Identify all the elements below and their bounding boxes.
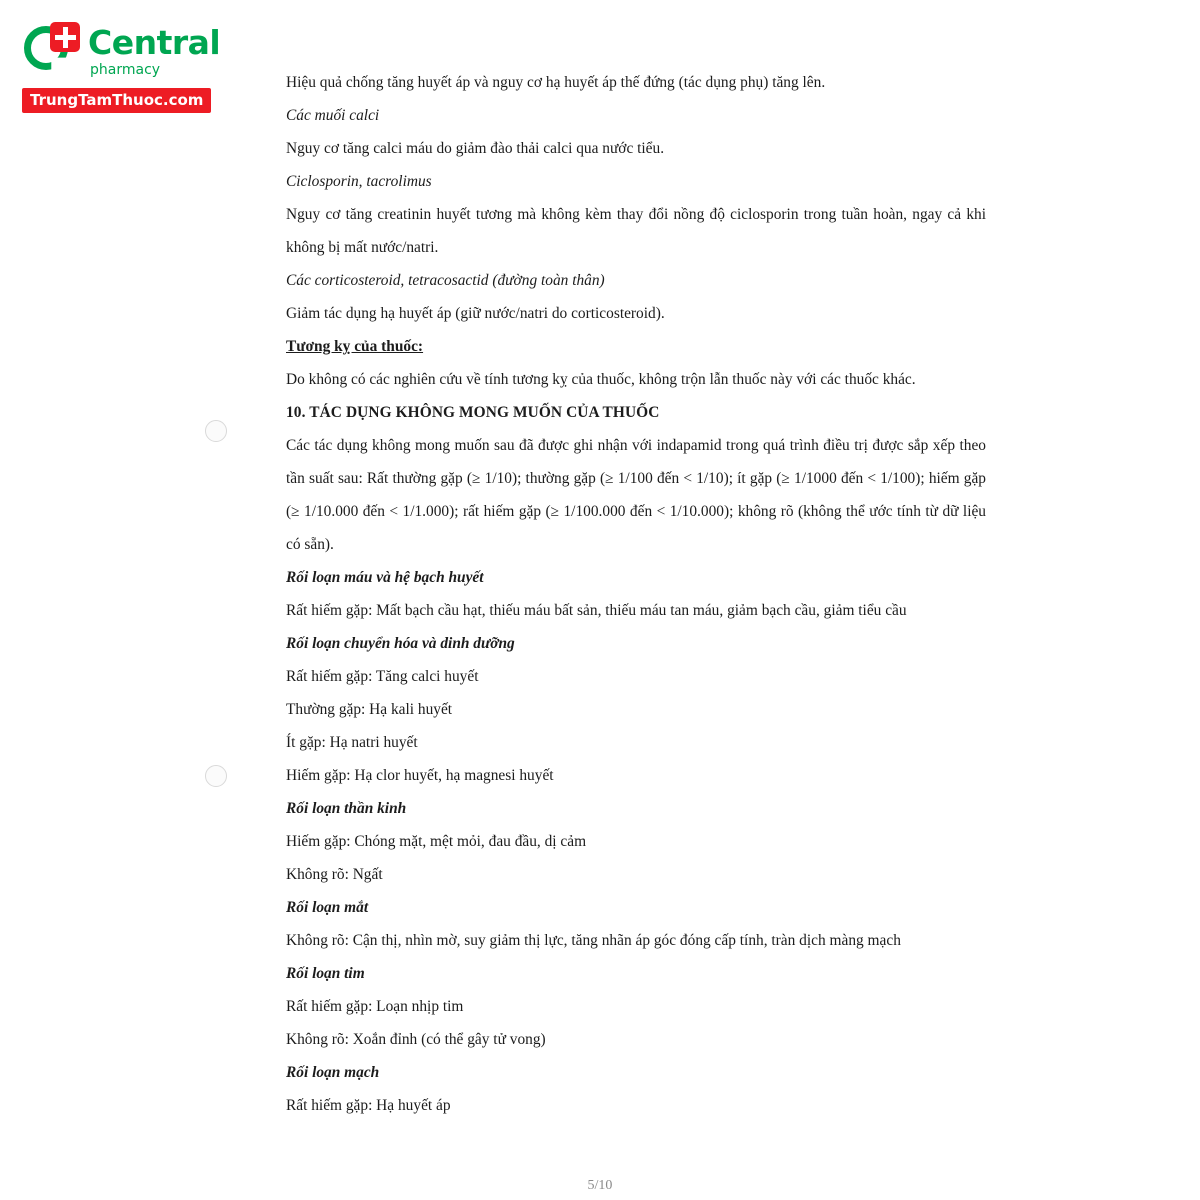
- document-paragraph: Thường gặp: Hạ kali huyết: [286, 701, 453, 718]
- logo-title: Central: [88, 22, 221, 62]
- document-paragraph: Hiếm gặp: Hạ clor huyết, hạ magnesi huyết: [286, 767, 554, 784]
- document-paragraph: Không rõ: Xoắn đỉnh (có thể gây tử vong): [286, 1031, 546, 1048]
- document-paragraph: Các tác dụng không mong muốn sau đã được ghi nhận với indapamid trong quá trình điều trị được sắp xếp theo tần suất sau: Rất thường gặp (≥ 1/10); thường gặp (≥ 1/100 đến < 1/10); ít gặp (≥ 1/1000 đến < 1/100); hiếm gặp (≥ 1/10.000 đến < 1/1.000); rất hiếm gặp (≥ 1/100.000 đến < 1/10.000); không rõ (không thể ước tính từ dữ liệu có sẵn).: [286, 437, 986, 553]
- page-number: 5/10: [587, 1178, 613, 1193]
- document-paragraph: Rất hiếm gặp: Tăng calci huyết: [286, 668, 479, 685]
- document-paragraph: Không rõ: Cận thị, nhìn mờ, suy giảm thị lực, tăng nhãn áp góc đóng cấp tính, tràn dịch màng mạch: [286, 932, 901, 949]
- punch-hole-mark: [205, 765, 227, 787]
- document-paragraph: Giảm tác dụng hạ huyết áp (giữ nước/natri do corticosteroid).: [286, 305, 665, 322]
- central-pharmacy-logo-icon: [22, 22, 80, 80]
- document-subheading: Rối loạn mạch: [286, 1064, 380, 1081]
- site-url-badge: TrungTamThuoc.com: [22, 88, 211, 113]
- document-subheading: Rối loạn chuyển hóa và dinh dưỡng: [286, 635, 515, 652]
- document-subheading: Rối loạn tim: [286, 965, 365, 982]
- document-subheading: Các corticosteroid, tetracosactid (đường toàn thân): [286, 272, 605, 289]
- document-subheading: Rối loạn thần kinh: [286, 800, 407, 817]
- document-inline-heading: Tương kỵ của thuốc:: [286, 338, 424, 355]
- document-paragraph: Ít gặp: Hạ natri huyết: [286, 734, 418, 751]
- medical-cross-icon: [50, 22, 80, 52]
- document-subheading: Rối loạn mắt: [286, 899, 369, 916]
- document-paragraph: Nguy cơ tăng calci máu do giảm đào thải calci qua nước tiểu.: [286, 140, 665, 157]
- document-subheading: Các muối calci: [286, 107, 380, 124]
- document-paragraph: Do không có các nghiên cứu về tính tương kỵ của thuốc, không trộn lẫn thuốc này với các thuốc khác.: [286, 371, 916, 388]
- document-subheading: Rối loạn máu và hệ bạch huyết: [286, 569, 484, 586]
- document-paragraph: Hiệu quả chống tăng huyết áp và nguy cơ hạ huyết áp thế đứng (tác dụng phụ) tăng lên.: [286, 74, 826, 91]
- site-watermark: [22, 22, 252, 113]
- document-section-heading: 10. TÁC DỤNG KHÔNG MONG MUỐN CỦA THUỐC: [286, 404, 660, 421]
- document-paragraph: Nguy cơ tăng creatinin huyết tương mà không kèm thay đổi nồng độ ciclosporin trong tuần hoàn, ngay cả khi không bị mất nước/natri.: [286, 206, 986, 256]
- logo-row: [22, 22, 252, 80]
- logo-text: [88, 22, 221, 78]
- document-paragraph: Rất hiếm gặp: Loạn nhịp tim: [286, 998, 464, 1015]
- document-paragraph: Không rõ: Ngất: [286, 866, 383, 883]
- document-paragraph: Rất hiếm gặp: Hạ huyết áp: [286, 1097, 451, 1114]
- document-paragraph: Hiếm gặp: Chóng mặt, mệt mỏi, đau đầu, dị cảm: [286, 833, 587, 850]
- document-paragraph: Rất hiếm gặp: Mất bạch cầu hạt, thiếu máu bất sản, thiếu máu tan máu, giảm bạch cầu, giảm tiểu cầu: [286, 602, 907, 619]
- document-text-column: [286, 66, 986, 1122]
- logo-subtitle: pharmacy: [90, 61, 161, 78]
- document-subheading: Ciclosporin, tacrolimus: [286, 173, 432, 190]
- punch-hole-mark: [205, 420, 227, 442]
